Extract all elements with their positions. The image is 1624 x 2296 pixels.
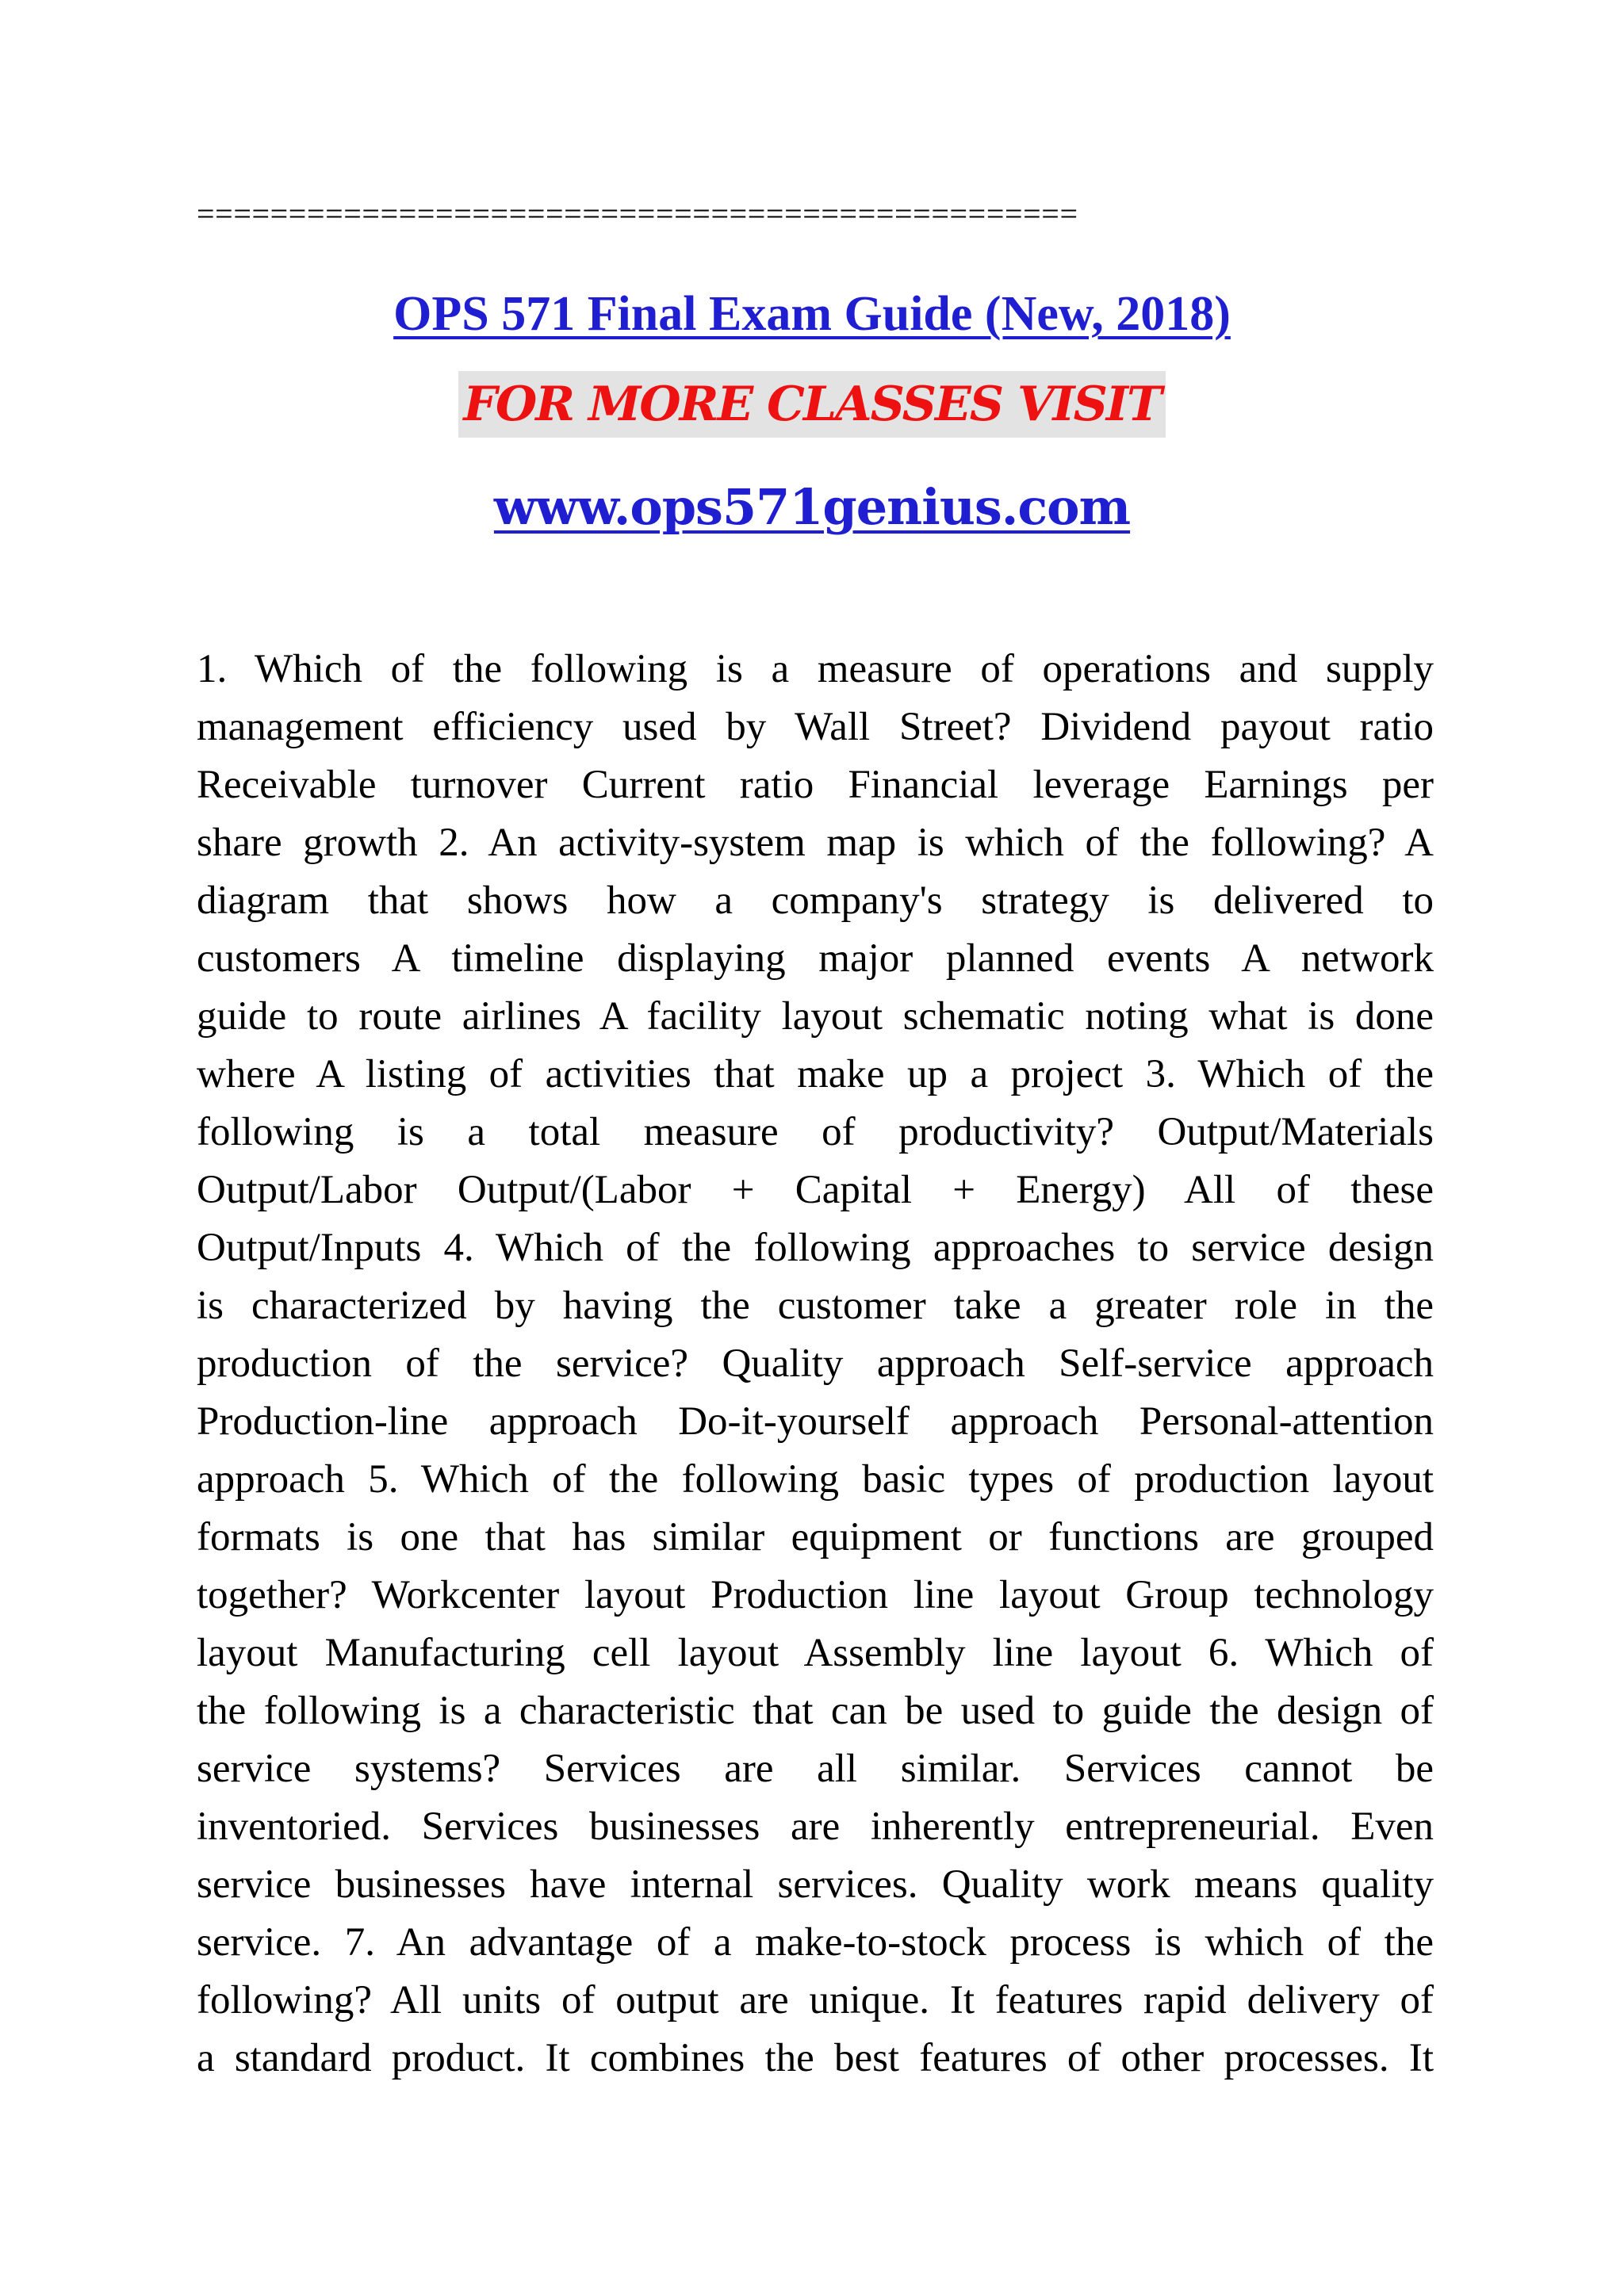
text-line: customers A timeline displaying major planned events A network xyxy=(197,936,1434,981)
text-line: approach 5. Which of the following basic types of production layout xyxy=(197,1457,1434,1502)
text-line: following is a total measure of productivity? Output/Materials xyxy=(197,1110,1434,1154)
text-line: inventoried. Services businesses are inherently entrepreneurial. Even xyxy=(197,1804,1434,1849)
text-line: guide to route airlines A facility layout schematic noting what is done xyxy=(197,994,1434,1039)
website xyxy=(0,474,1624,541)
text-line: Output/Inputs 4. Which of the following approaches to service design xyxy=(197,1226,1434,1270)
text-line: service businesses have internal services. Quality work means quality xyxy=(197,1862,1434,1907)
text-line: service. 7. An advantage of a make-to-stock process is which of the xyxy=(197,1920,1434,1965)
text-line: share growth 2. An activity-system map is which of the following? A xyxy=(197,821,1434,865)
text-line: service systems? Services are all similar. Services cannot be xyxy=(197,1747,1434,1791)
text-line: 1. Which of the following is a measure of operations and supply xyxy=(197,647,1434,691)
text-line: management efficiency used by Wall Street? Dividend payout ratio xyxy=(197,705,1434,749)
text-line: layout Manufacturing cell layout Assembly line layout 6. Which of xyxy=(197,1631,1434,1675)
text-line: Production-line approach Do-it-yourself approach Personal-attention xyxy=(197,1399,1434,1444)
promo-banner xyxy=(0,371,1624,438)
text-line: a standard product. It combines the best features of other processes. It xyxy=(197,2036,1434,2080)
text-line: where A listing of activities that make up a project 3. Which of the xyxy=(197,1052,1434,1096)
text-line: Output/Labor Output/(Labor + Capital + Energy) All of these xyxy=(197,1168,1434,1212)
text-line: diagram that shows how a company's strategy is delivered to xyxy=(197,878,1434,923)
text-line: is characterized by having the customer take a greater role in the xyxy=(197,1284,1434,1328)
page-title xyxy=(0,284,1624,344)
text-line: formats is one that has similar equipment or functions are grouped xyxy=(197,1515,1434,1559)
promo-text: FOR MORE CLASSES VISIT xyxy=(458,371,1165,438)
text-line: together? Workcenter layout Production line layout Group technology xyxy=(197,1573,1434,1617)
website-link[interactable]: www.ops571genius.com xyxy=(493,478,1131,536)
separator-rule: ================================================ xyxy=(197,196,1078,232)
text-line: following? All units of output are unique. It features rapid delivery of xyxy=(197,1978,1434,2022)
text-line: Receivable turnover Current ratio Financial leverage Earnings per xyxy=(197,763,1434,807)
text-line: production of the service? Quality approach Self-service approach xyxy=(197,1341,1434,1386)
exam-questions-text xyxy=(197,641,1434,2087)
title-link[interactable]: OPS 571 Final Exam Guide (New, 2018) xyxy=(393,287,1231,341)
text-line: the following is a characteristic that can be used to guide the design of xyxy=(197,1689,1434,1733)
